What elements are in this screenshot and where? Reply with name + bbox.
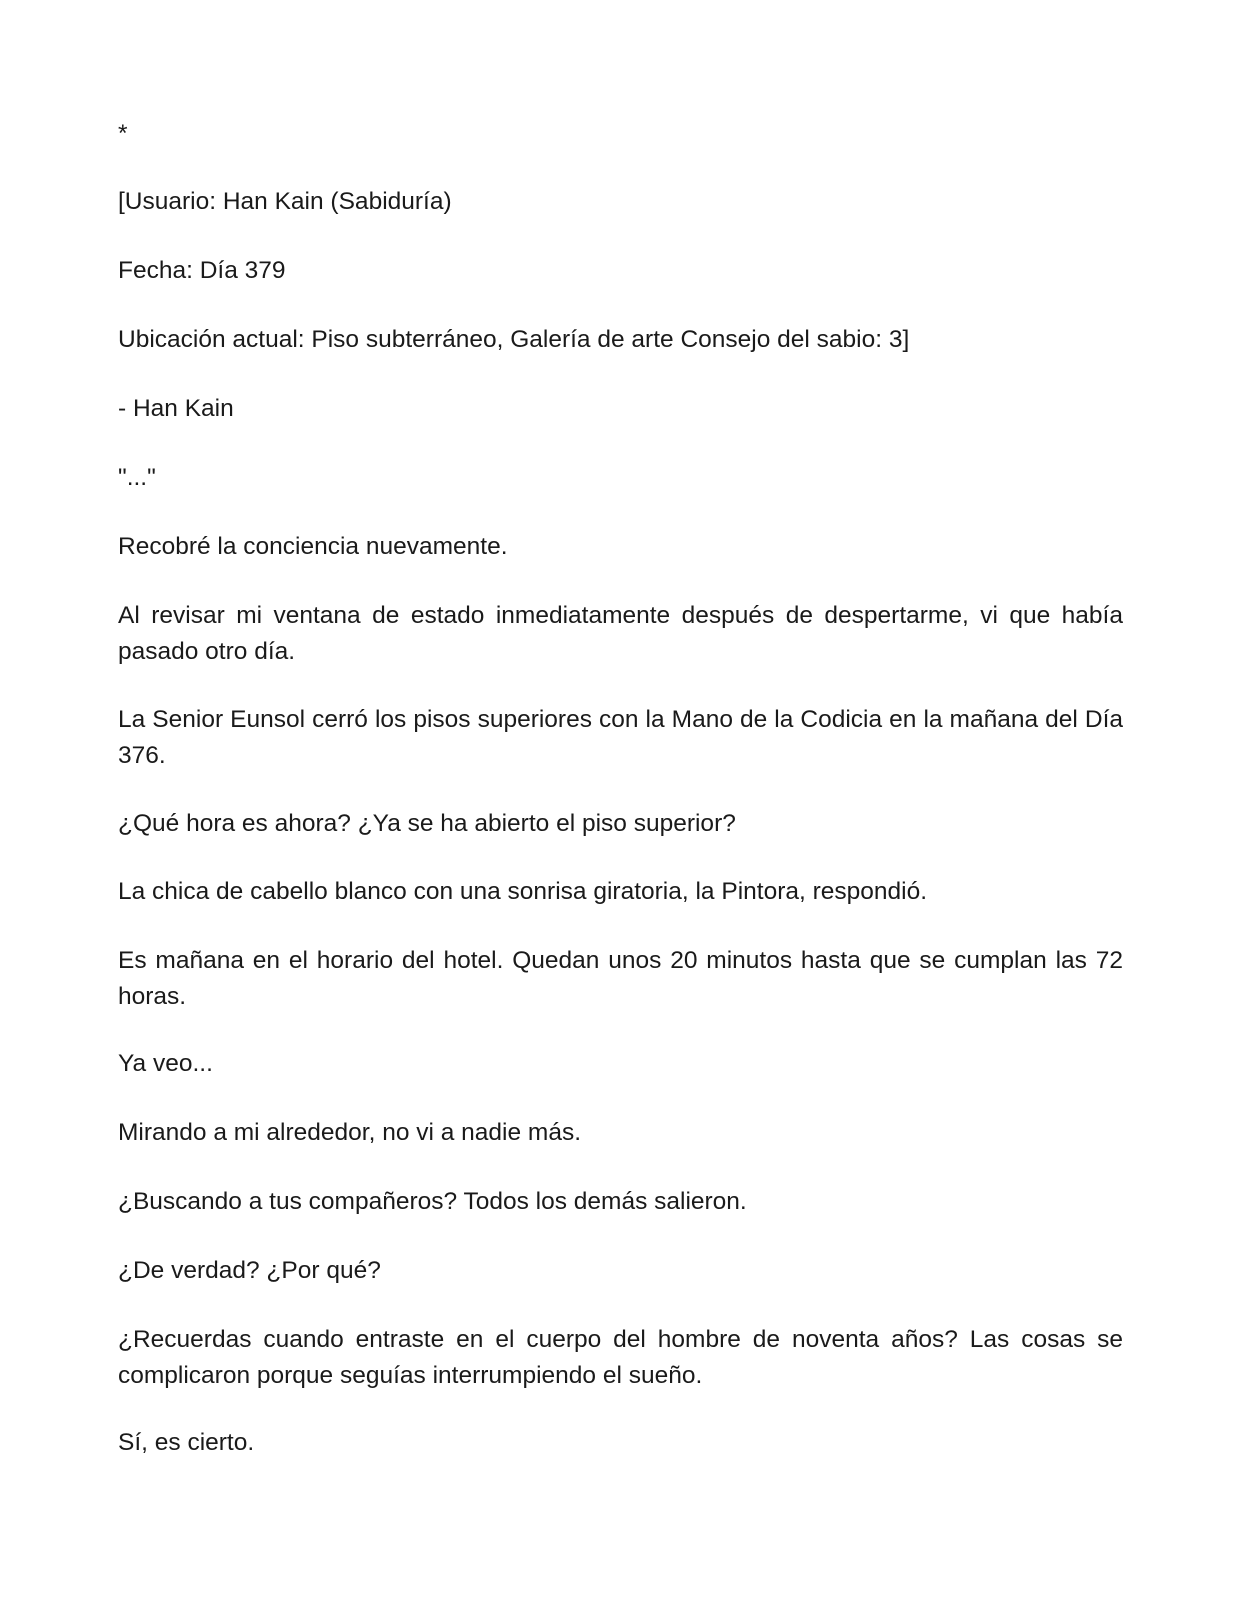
paragraph: Ya veo... (118, 1050, 213, 1077)
paragraph: La chica de cabello blanco con una sonrisa giratoria, la Pintora, respondió. (118, 878, 928, 905)
paragraph: La Senior Eunsol cerró los pisos superiores con la Mano de la Codicia en la mañana del Día 376. (118, 706, 1123, 769)
narrator-line: - Han Kain (118, 395, 234, 422)
status-date-line: Fecha: Día 379 (118, 257, 286, 284)
paragraph: Sí, es cierto. (118, 1429, 255, 1456)
paragraph: Mirando a mi alrededor, no vi a nadie más. (118, 1119, 582, 1146)
paragraph: ¿De verdad? ¿Por qué? (118, 1257, 381, 1284)
paragraph: Al revisar mi ventana de estado inmediatamente después de despertarme, vi que había pasado otro día. (118, 602, 1123, 665)
status-user-line: [Usuario: Han Kain (Sabiduría) (118, 188, 452, 215)
status-location-line: Ubicación actual: Piso subterráneo, Galería de arte Consejo del sabio: 3] (118, 326, 910, 353)
paragraph: ¿Buscando a tus compañeros? Todos los demás salieron. (118, 1188, 747, 1215)
paragraph: "..." (118, 464, 156, 491)
paragraph: Recobré la conciencia nuevamente. (118, 533, 508, 560)
paragraph: ¿Recuerdas cuando entraste en el cuerpo del hombre de noventa años? Las cosas se complicaron porque seguías interrumpiendo el sueño. (118, 1326, 1123, 1389)
scene-separator: * (118, 120, 128, 147)
paragraph: ¿Qué hora es ahora? ¿Ya se ha abierto el piso superior? (118, 810, 736, 837)
paragraph: Es mañana en el horario del hotel. Quedan unos 20 minutos hasta que se cumplan las 72 horas. (118, 947, 1123, 1010)
